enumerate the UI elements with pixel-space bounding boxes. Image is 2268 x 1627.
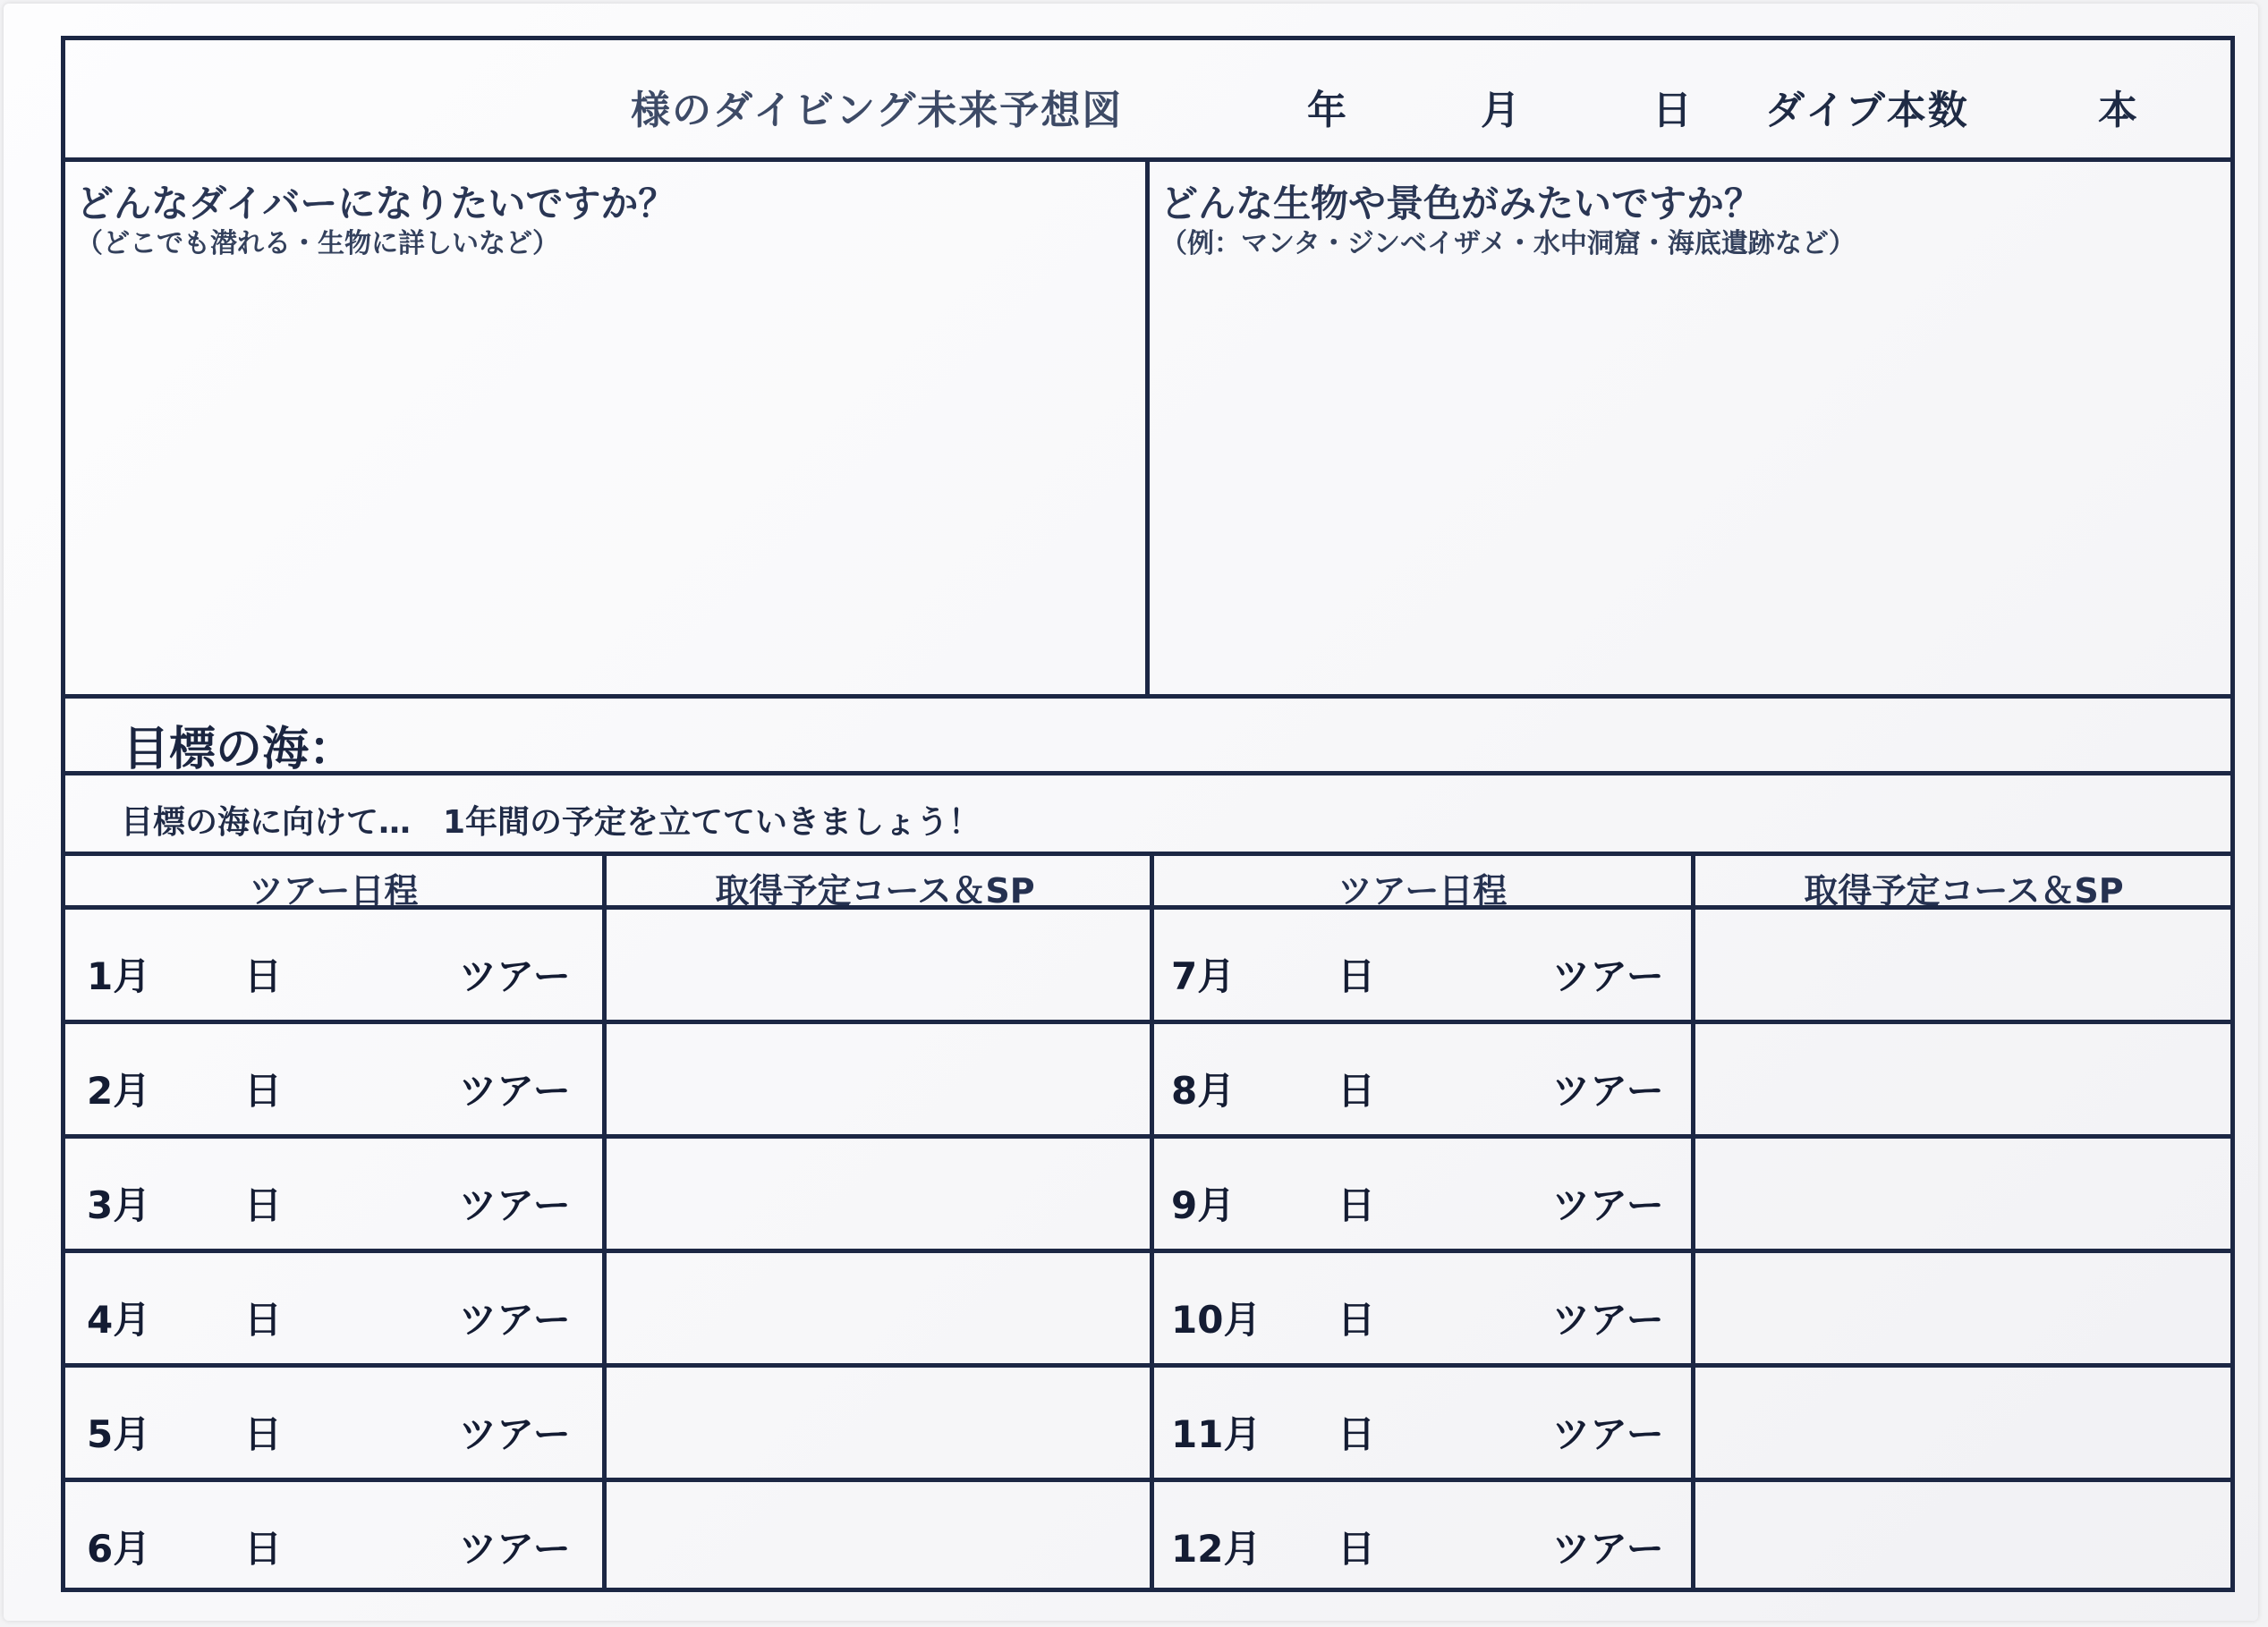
day-label: 日 — [1338, 1527, 1376, 1571]
tour-label: ツアー — [459, 1069, 571, 1113]
tour-schedule-header-left: ツアー日程 — [249, 871, 419, 911]
plan-intro-row — [65, 775, 2230, 856]
tour-label: ツアー — [459, 1183, 571, 1227]
dive-count-unit: 本 — [2098, 88, 2139, 133]
day-label: 日 — [1338, 1298, 1376, 1342]
month-label: 10月 — [1171, 1298, 1261, 1342]
day-label: 日 — [244, 954, 283, 998]
date-year-label: 年 — [1307, 88, 1348, 133]
day-label: 日 — [1338, 1069, 1376, 1113]
tour-label: ツアー — [1552, 1183, 1664, 1227]
month-label: 7月 — [1171, 954, 1236, 998]
form-title: 様のダイビング未来予想図 — [631, 88, 1124, 133]
schedule-row — [65, 1368, 2230, 1482]
wish-sights-hint: （例：マンタ・ジンベイザメ・水中洞窟・海底遺跡など） — [1160, 228, 1856, 259]
month-label: 9月 — [1171, 1183, 1236, 1227]
dive-plan-form — [61, 36, 2235, 1592]
questions-section — [65, 162, 2230, 699]
tour-label: ツアー — [1552, 1527, 1664, 1571]
month-label: 2月 — [87, 1069, 151, 1113]
tour-label: ツアー — [1552, 1412, 1664, 1456]
diver-goal-box — [65, 162, 1150, 694]
date-day-label: 日 — [1652, 88, 1694, 133]
tour-schedule-header-right: ツアー日程 — [1338, 871, 1508, 911]
day-label: 日 — [1338, 1412, 1376, 1456]
column-divider — [1150, 856, 1154, 1588]
dive-count-label: ダイブ本数 — [1765, 88, 1969, 133]
date-month-label: 月 — [1481, 88, 1522, 133]
diver-goal-hint: （どこでも潜れる・生物に詳しいなど） — [76, 228, 559, 259]
day-label: 日 — [244, 1298, 283, 1342]
tour-label: ツアー — [1552, 1069, 1664, 1113]
month-label: 4月 — [87, 1298, 151, 1342]
day-label: 日 — [1338, 1183, 1376, 1227]
month-label: 12月 — [1171, 1527, 1261, 1571]
day-label: 日 — [244, 1527, 283, 1571]
course-header-left: 取得予定コース＆SP — [715, 871, 1035, 911]
day-label: 日 — [244, 1069, 283, 1113]
schedule-row — [65, 1024, 2230, 1139]
tour-label: ツアー — [459, 954, 571, 998]
tour-label: ツアー — [1552, 954, 1664, 998]
month-label: 1月 — [87, 954, 151, 998]
column-divider — [602, 856, 607, 1588]
tour-label: ツアー — [459, 1298, 571, 1342]
paper-sheet — [4, 4, 2258, 1621]
schedule-row — [65, 1482, 2230, 1597]
month-label: 5月 — [87, 1412, 151, 1456]
month-label: 3月 — [87, 1183, 151, 1227]
schedule-row — [65, 1139, 2230, 1253]
goal-sea-label: 目標の海： — [123, 723, 356, 776]
day-label: 日 — [244, 1412, 283, 1456]
schedule-table — [65, 856, 2230, 1588]
form-header — [65, 40, 2230, 162]
wish-sights-box — [1150, 162, 2230, 694]
plan-intro-text: 目標の海に向けて… 1年間の予定を立てていきましょう！ — [121, 804, 981, 841]
column-divider — [1691, 856, 1695, 1588]
course-header-right: 取得予定コース＆SP — [1804, 871, 2124, 911]
tour-label: ツアー — [1552, 1298, 1664, 1342]
month-label: 6月 — [87, 1527, 151, 1571]
month-label: 8月 — [1171, 1069, 1236, 1113]
tour-label: ツアー — [459, 1527, 571, 1571]
diver-goal-question: どんなダイバーになりたいですか？ — [76, 182, 676, 225]
schedule-header-row — [65, 856, 2230, 910]
day-label: 日 — [244, 1183, 283, 1227]
day-label: 日 — [1338, 954, 1376, 998]
schedule-row — [65, 1253, 2230, 1368]
goal-sea-row — [65, 699, 2230, 775]
month-label: 11月 — [1171, 1412, 1261, 1456]
tour-label: ツアー — [459, 1412, 571, 1456]
schedule-row — [65, 910, 2230, 1024]
wish-sights-question: どんな生物や景色がみたいですか？ — [1160, 182, 1763, 225]
